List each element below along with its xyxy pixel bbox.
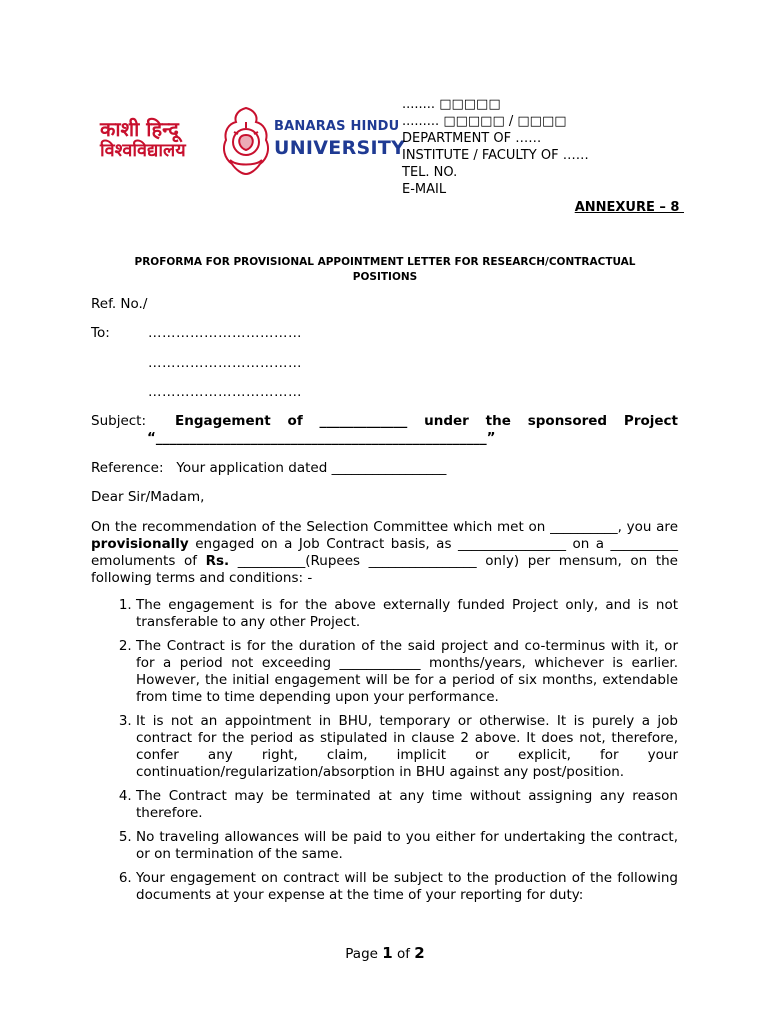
document-title (92, 255, 678, 285)
title-line1: PROFORMA FOR PROVISIONAL APPOINTMENT LETTER FOR RESEARCH/CONTRACTUAL (134, 256, 636, 268)
address-line: ........ □□□□□ (402, 97, 501, 112)
logo-hindi-line2: विश्वविद्यालय (100, 140, 186, 161)
university-logo (96, 104, 406, 174)
footer-prefix: Page (345, 946, 383, 962)
term-item: 6. Your engagement on contract will be subject to the production of the following documents at your expense at the time of your reporting for duty: (136, 870, 678, 904)
address-line: ......... □□□□□ / □□□□ (402, 114, 567, 129)
address-line: DEPARTMENT OF …… (402, 131, 542, 146)
to-label: To: (91, 325, 110, 341)
reference-line: Reference: Your application dated _________________ (91, 460, 447, 476)
to-line: …………………………… (148, 325, 302, 341)
terms-list (91, 597, 678, 911)
logo-english-line2: UNIVERSITY (274, 137, 406, 159)
annexure-label: ANNEXURE – 8 (574, 200, 684, 215)
term-item: 3. It is not an appointment in BHU, temporary or otherwise. It is purely a job contract for the period as stipulated in clause 2 above. It does not, therefore, confer any right, claim, implicit or explicit, for your continuation/regularization/absorption in BHU against any post/position. (136, 713, 678, 781)
to-line: …………………………… (148, 355, 302, 371)
address-block (402, 96, 589, 198)
intro-text: engaged on a Job Contract basis, as ________________ on a __________ emoluments of (91, 536, 678, 569)
intro-text: __________(Rupees ________________ only) per mensum, on the following terms and conditions: - (91, 553, 678, 586)
footer-current-page: 1 (382, 944, 393, 962)
university-seal-icon (218, 104, 274, 176)
term-item: 5. No traveling allowances will be paid to you either for undertaking the contract, or on termination of the same. (136, 829, 678, 863)
intro-bold-provisionally: provisionally (91, 536, 189, 552)
subject-line2: “_________________________________________________” (147, 430, 496, 446)
logo-hindi-text (100, 118, 186, 162)
subject-block (91, 413, 678, 447)
subject-label: Subject: (91, 413, 147, 429)
salutation: Dear Sir/Madam, (91, 489, 205, 505)
address-line: TEL. NO. (402, 165, 458, 180)
intro-text: On the recommendation of the Selection Committee which met on __________, you are (91, 519, 678, 535)
term-item: 2. The Contract is for the duration of the said project and co-terminus with it, or for a period not exceeding ____________ months/years, whichever is earlier. However, the initial engagement will be for a period of six months, extendable from time to time depending upon your performance. (136, 638, 678, 706)
to-line: …………………………… (148, 384, 302, 400)
subject-line1: Engagement of _____________ under the sponsored Project (175, 413, 678, 429)
logo-hindi-line1: काशी हिन्दू (100, 117, 179, 141)
title-line2: POSITIONS (352, 271, 418, 283)
address-line: INSTITUTE / FACULTY OF …… (402, 148, 589, 163)
intro-paragraph (91, 519, 678, 587)
address-line: E-MAIL (402, 182, 447, 197)
footer-total-pages: 2 (414, 944, 425, 962)
ref-no: Ref. No./ (91, 296, 148, 312)
logo-english-text (274, 118, 405, 160)
term-item: 1. The engagement is for the above externally funded Project only, and is not transferable to any other Project. (136, 597, 678, 631)
intro-bold-rs: Rs. (205, 553, 230, 569)
term-item: 4. The Contract may be terminated at any time without assigning any reason therefore. (136, 788, 678, 822)
page-footer (0, 944, 770, 962)
logo-english-line1: BANARAS HINDU (274, 119, 400, 134)
footer-middle: of (392, 946, 415, 962)
